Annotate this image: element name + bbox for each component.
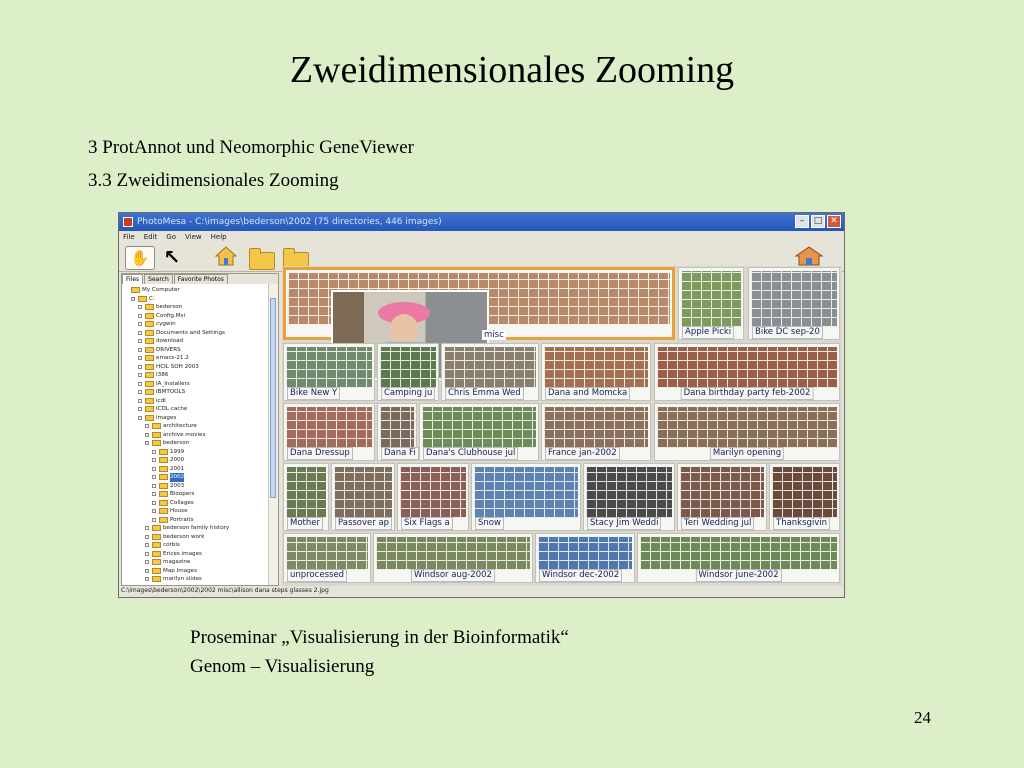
bullet-section: 3 ProtAnnot und Neomorphic GeneViewer xyxy=(88,137,415,158)
photo-group[interactable] xyxy=(769,463,840,531)
expand-toggle-icon[interactable] xyxy=(152,484,156,488)
folder-icon xyxy=(152,542,161,548)
tree-item[interactable] xyxy=(122,558,278,567)
tree-item-label: My Computer xyxy=(142,287,180,293)
folder-icon xyxy=(145,398,154,404)
photo-group[interactable] xyxy=(419,403,539,461)
thumbnail-grid[interactable] xyxy=(772,467,837,518)
tree-item-label: download xyxy=(156,338,184,344)
tree-item[interactable] xyxy=(122,312,278,321)
folder-icon xyxy=(159,491,168,497)
expand-toggle-icon[interactable] xyxy=(145,552,149,556)
folder-icon xyxy=(152,576,161,582)
tree-item-label: bederson xyxy=(163,440,190,446)
thumbnail-grid[interactable] xyxy=(422,407,536,448)
expand-toggle-icon[interactable] xyxy=(145,433,149,437)
expand-toggle-icon[interactable] xyxy=(138,390,142,394)
photo-group[interactable] xyxy=(677,463,767,531)
photo-group[interactable] xyxy=(397,463,469,531)
tree-item-label: Documents and Settings xyxy=(156,329,225,336)
photo-group[interactable] xyxy=(654,343,840,401)
footer-course: Proseminar „Visualisierung in der Bioinformatik“ xyxy=(190,627,569,648)
page-number: 24 xyxy=(914,708,931,727)
photo-group[interactable] xyxy=(535,533,635,583)
expand-toggle-icon[interactable] xyxy=(138,322,142,326)
app-icon xyxy=(123,217,133,227)
folder-icon xyxy=(145,415,154,421)
window-titlebar[interactable] xyxy=(119,213,844,231)
menu-edit[interactable]: Edit xyxy=(143,233,158,241)
photo-group-label: Bike New Y xyxy=(287,387,340,400)
tree-item-label: HCIL SOH 2003 xyxy=(156,363,199,370)
tab-favorite-photos[interactable]: Favorite Photos xyxy=(174,274,228,284)
footer-topic: Genom – Visualisierung xyxy=(190,656,375,677)
menu-file[interactable]: File xyxy=(123,233,135,241)
expand-toggle-icon[interactable] xyxy=(145,560,149,564)
folder-icon xyxy=(145,347,154,353)
close-button[interactable]: ✕ xyxy=(827,215,841,228)
folder-icon xyxy=(159,466,168,472)
folder-icon xyxy=(159,500,168,506)
tree-item[interactable] xyxy=(122,499,278,508)
tree-item-label: Collages xyxy=(170,499,194,506)
tab-files[interactable]: Files xyxy=(122,274,143,284)
tree-item-label: Map Images xyxy=(163,567,198,574)
tree-item[interactable] xyxy=(122,295,278,304)
window-title: PhotoMesa - C:\images\bederson\2002 (75 directories, 446 images) xyxy=(137,217,442,227)
menu-help[interactable]: Help xyxy=(210,233,227,241)
folder-icon xyxy=(152,432,161,438)
tree-item-label: DRIVERS xyxy=(156,346,181,353)
thumbnail-grid[interactable] xyxy=(376,537,530,570)
tree-item[interactable] xyxy=(122,550,278,559)
folder-icon xyxy=(145,364,154,370)
tree-item[interactable] xyxy=(122,371,278,380)
tree-item[interactable] xyxy=(122,422,278,431)
tree-item-label: Config.Msi xyxy=(156,312,186,319)
photomesa-window xyxy=(118,212,845,598)
expand-toggle-icon[interactable] xyxy=(152,467,156,471)
tree-item[interactable] xyxy=(122,329,278,338)
tab-search[interactable]: Search xyxy=(144,274,173,284)
photo-group[interactable] xyxy=(678,267,744,340)
folder-icon xyxy=(159,508,168,514)
photo-group[interactable] xyxy=(283,343,375,401)
photo-group-label: Bike DC sep-20 xyxy=(752,326,823,339)
photo-group-label: Windsor june-2002 xyxy=(695,569,781,582)
tree-scrollbar[interactable] xyxy=(268,284,278,585)
thumbnail-grid[interactable] xyxy=(286,537,368,570)
photo-group[interactable] xyxy=(471,463,581,531)
tree-item[interactable] xyxy=(122,541,278,550)
folder-icon xyxy=(145,381,154,387)
tree-item[interactable] xyxy=(122,439,278,448)
tree-item-label: marilyn slides xyxy=(163,576,202,582)
photo-group-label: Dana Dressup xyxy=(287,447,353,460)
photo-group[interactable] xyxy=(541,403,651,461)
folder-icon xyxy=(145,330,154,336)
thumbnail-grid[interactable] xyxy=(400,467,466,518)
menu-view[interactable]: View xyxy=(185,233,202,241)
tree-item[interactable] xyxy=(122,448,278,457)
tree-item-label: images xyxy=(156,414,177,421)
tree-item[interactable] xyxy=(122,456,278,465)
expand-toggle-icon[interactable] xyxy=(145,526,149,530)
folder-icon xyxy=(159,474,168,480)
tree-item-label: bederson work xyxy=(163,533,205,540)
home-photos-icon[interactable] xyxy=(794,246,824,266)
tree-item[interactable] xyxy=(122,346,278,355)
thumbnail-grid[interactable] xyxy=(640,537,837,570)
home-icon[interactable] xyxy=(215,246,237,266)
expand-toggle-icon[interactable] xyxy=(152,458,156,462)
hand-pan-icon[interactable]: ✋ xyxy=(125,246,155,270)
photo-group-label: Dana's Clubhouse jul xyxy=(423,447,518,460)
tree-item-label: bederson xyxy=(156,304,183,310)
thumbnail-grid[interactable] xyxy=(444,347,536,388)
tree-item[interactable] xyxy=(122,507,278,516)
maximize-button[interactable]: □ xyxy=(811,215,825,228)
tree-item[interactable] xyxy=(122,575,278,584)
expand-toggle-icon[interactable] xyxy=(145,424,149,428)
thumbnail-grid[interactable] xyxy=(680,467,764,518)
expand-toggle-icon[interactable] xyxy=(138,416,142,420)
tree-item-label: Erices images xyxy=(163,550,202,557)
tree-item[interactable] xyxy=(122,414,278,423)
thumbnail-grid[interactable] xyxy=(657,407,837,448)
photo-group-label: France jan-2002 xyxy=(545,447,620,460)
photo-group[interactable] xyxy=(541,343,651,401)
photo-group-label: Marilyn opening xyxy=(710,447,784,460)
tree-item[interactable] xyxy=(122,303,278,312)
tree-item[interactable] xyxy=(122,320,278,329)
tree-item[interactable] xyxy=(122,405,278,414)
tree-item-label: IA_Installers xyxy=(156,380,190,387)
tree-item[interactable] xyxy=(122,363,278,372)
folder-icon xyxy=(159,449,168,455)
expand-toggle-icon[interactable] xyxy=(152,492,156,496)
folder-icon xyxy=(152,559,161,565)
photo-grid[interactable] xyxy=(282,266,842,586)
expand-toggle-icon[interactable] xyxy=(152,450,156,454)
expand-toggle-icon[interactable] xyxy=(138,373,142,377)
expand-toggle-icon[interactable] xyxy=(138,305,142,309)
thumbnail-grid[interactable] xyxy=(538,537,632,570)
expand-toggle-icon[interactable] xyxy=(145,543,149,547)
tree-item-label: Portraits xyxy=(170,516,194,523)
photo-group-label: Apple Picki xyxy=(682,326,734,339)
thumbnail-grid[interactable] xyxy=(681,271,741,327)
menu-bar xyxy=(119,231,844,243)
photo-group-label: unprocessed xyxy=(287,569,347,582)
expand-toggle-icon[interactable] xyxy=(145,441,149,445)
expand-toggle-icon[interactable] xyxy=(138,365,142,369)
photo-group[interactable] xyxy=(331,463,395,531)
thumbnail-grid[interactable] xyxy=(544,347,648,388)
folder-icon xyxy=(138,296,147,302)
tree-item-label: C: xyxy=(149,295,155,302)
photo-group-label: Camping ju xyxy=(381,387,435,400)
folder-icon xyxy=(145,321,154,327)
folder-icon xyxy=(159,517,168,523)
tree-item-label: Bloopers xyxy=(170,491,195,497)
expand-toggle-icon[interactable] xyxy=(152,509,156,513)
tree-item-label: I386 xyxy=(156,372,169,378)
photo-group-label: Mother xyxy=(287,517,323,530)
thumbnail-grid[interactable] xyxy=(751,271,837,327)
thumbnail-grid[interactable] xyxy=(474,467,578,518)
tree-item-label: archive movies xyxy=(163,431,206,438)
folder-icon xyxy=(131,287,140,293)
folder-icon xyxy=(152,423,161,429)
photo-group[interactable] xyxy=(373,533,533,583)
expand-toggle-icon[interactable] xyxy=(138,399,142,403)
tree-item[interactable] xyxy=(122,380,278,389)
photo-group-label: Dana and Momcka xyxy=(545,387,630,400)
expand-toggle-icon[interactable] xyxy=(152,475,156,479)
photo-group[interactable] xyxy=(654,403,840,461)
expand-toggle-icon[interactable] xyxy=(131,297,135,301)
tree-item-label: magazine xyxy=(163,559,191,565)
photo-group[interactable] xyxy=(283,403,375,461)
expand-toggle-icon[interactable] xyxy=(138,407,142,411)
folder-icon xyxy=(152,525,161,531)
tree-item-label: 2001 xyxy=(170,465,185,472)
tree-item-label: icdl xyxy=(156,397,166,404)
menu-go[interactable]: Go xyxy=(166,233,176,241)
folder-tree-panel xyxy=(121,273,279,586)
tree-item-label: 2002 xyxy=(170,474,185,480)
tree-item[interactable] xyxy=(122,431,278,440)
expand-toggle-icon[interactable] xyxy=(138,339,142,343)
thumbnail-grid[interactable] xyxy=(334,467,392,518)
expand-toggle-icon[interactable] xyxy=(138,356,142,360)
photo-group-label: Passover ap xyxy=(335,517,392,530)
scrollbar-thumb[interactable] xyxy=(270,298,276,498)
folder-icon xyxy=(159,457,168,463)
tree-item[interactable] xyxy=(122,354,278,363)
tree-item-label: 2003 xyxy=(170,482,185,489)
tree-item[interactable] xyxy=(122,473,278,482)
tree-item[interactable] xyxy=(122,465,278,474)
tree-item-label: bederson family history xyxy=(163,525,230,531)
folder-icon xyxy=(145,313,154,319)
tree-item[interactable] xyxy=(122,533,278,542)
folder-icon xyxy=(145,389,154,395)
tree-item[interactable] xyxy=(122,567,278,576)
photo-group-label: Teri Wedding jul xyxy=(681,517,754,530)
folder-icon xyxy=(145,406,154,412)
tree-item[interactable] xyxy=(122,490,278,499)
tree-item-label: architecture xyxy=(163,423,197,429)
minimize-button[interactable]: – xyxy=(795,215,809,228)
expand-toggle-icon[interactable] xyxy=(138,314,142,318)
expand-toggle-icon[interactable] xyxy=(145,535,149,539)
expand-toggle-icon[interactable] xyxy=(152,501,156,505)
slide-title: Zweidimensionales Zooming xyxy=(289,49,735,91)
photo-group[interactable] xyxy=(637,533,840,583)
expand-toggle-icon[interactable] xyxy=(145,577,149,581)
expand-toggle-icon[interactable] xyxy=(152,518,156,522)
photo-group[interactable] xyxy=(748,267,840,340)
folder-icon xyxy=(145,304,154,310)
photo-group[interactable] xyxy=(377,343,439,401)
expand-toggle-icon[interactable] xyxy=(145,569,149,573)
folder-icon xyxy=(145,372,154,378)
thumbnail-grid[interactable] xyxy=(286,467,326,518)
tree-item-label: corbis xyxy=(163,542,180,548)
tree-item[interactable] xyxy=(122,482,278,491)
photo-group[interactable] xyxy=(377,403,417,461)
photo-group-label: Thanksgivin xyxy=(773,517,830,530)
photo-group[interactable] xyxy=(283,463,329,531)
photo-group-label: Windsor dec-2002 xyxy=(539,569,622,582)
folder-icon[interactable] xyxy=(249,252,275,270)
thumbnail-grid[interactable] xyxy=(544,407,648,448)
folder-icon xyxy=(152,551,161,557)
thumbnail-grid[interactable] xyxy=(286,347,372,388)
tree-item[interactable] xyxy=(122,397,278,406)
tree-item-label: 1999 xyxy=(170,448,185,455)
tab-bar xyxy=(122,274,278,284)
folder-icon xyxy=(152,534,161,540)
tree-item[interactable] xyxy=(122,337,278,346)
thumbnail-grid[interactable] xyxy=(586,467,672,518)
bullet-subsection: 3.3 Zweidimensionales Zooming xyxy=(88,170,339,191)
folder-icon xyxy=(145,355,154,361)
tree-item-label: ICDL cache xyxy=(156,406,188,412)
tree-item[interactable] xyxy=(122,286,278,295)
photo-group-label: Stacy Jim Weddi xyxy=(587,517,661,530)
status-bar: C:\images\bederson\2002\2002 misc\allison dana steps glasses 2.jpg xyxy=(121,586,842,596)
photo-group[interactable] xyxy=(283,267,675,340)
tree-item-label: emacs-21.2 xyxy=(156,355,189,361)
tree-item-label: cygwin xyxy=(156,321,176,327)
thumbnail-grid[interactable] xyxy=(657,347,837,388)
photo-group[interactable] xyxy=(583,463,675,531)
tree-item[interactable] xyxy=(122,524,278,533)
photo-group-label: Dana birthday party feb-2002 xyxy=(681,387,814,400)
photo-group-label: misc xyxy=(484,330,504,340)
photo-group-label: Windsor aug-2002 xyxy=(411,569,495,582)
tree-item[interactable] xyxy=(122,388,278,397)
tree-item-label: IBMTOOLS xyxy=(156,389,186,395)
expand-toggle-icon[interactable] xyxy=(138,348,142,352)
photo-group[interactable] xyxy=(283,533,371,583)
photo-group-label: Dana Fi xyxy=(381,447,419,460)
tree-item-label: House xyxy=(170,508,188,514)
expand-toggle-icon[interactable] xyxy=(138,331,142,335)
expand-toggle-icon[interactable] xyxy=(138,382,142,386)
thumbnail-grid[interactable] xyxy=(380,347,436,388)
folder-icon xyxy=(152,568,161,574)
thumbnail-grid[interactable] xyxy=(286,407,372,448)
arrow-select-icon[interactable]: ↖ xyxy=(163,245,181,269)
photo-group-label: Six Flags a xyxy=(401,517,453,530)
tree-item[interactable] xyxy=(122,516,278,525)
photo-group-label: Chris Emma Wed xyxy=(445,387,524,400)
photo-group-label: Snow xyxy=(475,517,504,530)
folder-icon xyxy=(159,483,168,489)
photo-group[interactable] xyxy=(441,343,539,401)
folder-icon xyxy=(145,338,154,344)
tree-item-label: 2000 xyxy=(170,457,185,463)
folder-tree xyxy=(122,284,278,586)
folder-icon xyxy=(152,440,161,446)
thumbnail-grid[interactable] xyxy=(380,407,414,448)
